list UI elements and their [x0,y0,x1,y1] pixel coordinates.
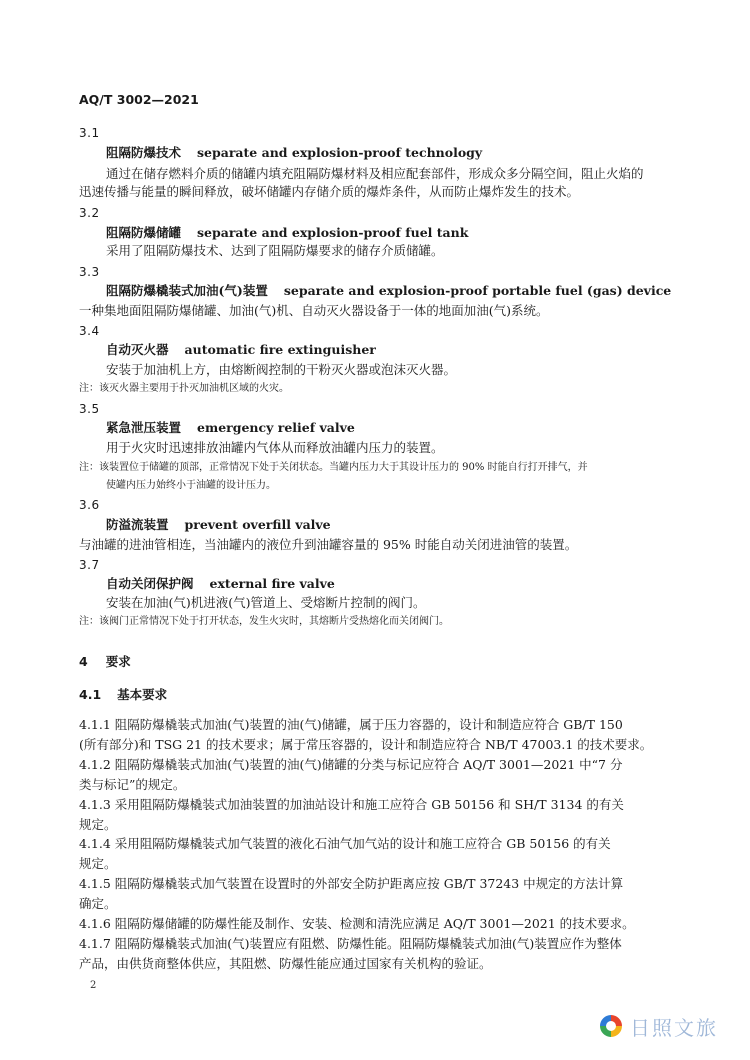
definition-term [106,517,331,533]
term-english: emergency relief valve [197,420,355,435]
watermark-logo [598,1006,738,1046]
definition-number: 3.1 [79,126,100,140]
term-chinese: 阻隔防爆储罐 [106,225,182,240]
clause-line: 4.1.5 阻隔防爆橇装式加气装置在设置时的外部安全防护距离应按 GB/T 37243 中规定的方法计算 [79,876,624,891]
logo-swirl-icon [598,1013,624,1039]
logo-text: 日照文旅 [630,1015,718,1040]
definition-number: 3.4 [79,324,100,338]
definition-note: 使罐内压力始终小于油罐的设计压力。 [106,480,276,491]
subsection-title: 基本要求 [117,687,168,702]
term-chinese: 自动关闭保护阀 [106,576,194,591]
definition-term [106,225,468,241]
definition-body-line: 一种集地面阻隔防爆储罐、加油(气)机、自动灭火器设备于一体的地面加油(气)系统。 [79,303,549,318]
page-number: 2 [90,980,97,991]
definition-body-line: 通过在储存燃料介质的储罐内填充阻隔防爆材料及相应配套部件，形成众多分隔空间，阻止火焰的 [106,166,644,181]
definition-term [106,283,671,299]
subsection-heading [79,687,167,703]
subsection-number: 4.1 [79,687,102,702]
section-number: 4 [79,654,88,669]
term-chinese: 自动灭火器 [106,342,169,357]
term-english: prevent overfill valve [184,517,331,532]
definition-note: 注：该阀门正常情况下处于打开状态，发生火灾时，其熔断片受热熔化而关闭阀门。 [79,616,449,627]
definition-note: 注：该装置位于储罐的顶部，正常情况下处于关闭状态。当罐内压力大于其设计压力的 90% 时能自行打开排气，并 [79,462,588,473]
clause-line: 4.1.7 阻隔防爆橇装式加油(气)装置应有阻燃、防爆性能。阻隔防爆橇装式加油(气)装置应作为整体 [79,936,622,951]
term-english: separate and explosion-proof technology [197,145,483,160]
clause-line: 规定。 [79,856,117,871]
term-english: separate and explosion-proof fuel tank [197,225,469,240]
clause-line: 4.1.2 阻隔防爆橇装式加油(气)装置的油(气)储罐的分类与标记应符合 AQ/T 3001—2021 中“7 分 [79,757,623,772]
definition-body-line: 安装在加油(气)机进液(气)管道上、受熔断片控制的阀门。 [106,595,426,610]
term-english: automatic fire extinguisher [184,342,376,357]
definition-number: 3.2 [79,206,100,220]
definition-body-line: 与油罐的进油管相连，当油罐内的液位升到油罐容量的 95% 时能自动关闭进油管的装置。 [79,537,578,552]
definition-body-line: 采用了阻隔防爆技术、达到了阻隔防爆要求的储存介质储罐。 [106,243,444,258]
definition-number: 3.7 [79,558,100,572]
clause-line: 产品，由供货商整体供应，其阻燃、防爆性能应通过国家有关机构的验证。 [79,956,492,971]
definition-term [106,576,335,592]
clause-line: 4.1.3 采用阻隔防爆橇装式加油装置的加油站设计和施工应符合 GB 50156 和 SH/T 3134 的有关 [79,797,624,812]
term-english: separate and explosion-proof portable fuel (gas) device [283,283,672,298]
definition-note: 注：该灭火器主要用于扑灭加油机区域的火灾。 [79,383,289,394]
clause-line: 4.1.1 阻隔防爆橇装式加油(气)装置的油(气)储罐，属于压力容器的，设计和制造应符合 GB/T 150 [79,717,623,732]
definition-body-line: 用于火灾时迅速排放油罐内气体从而释放油罐内压力的装置。 [106,440,444,455]
definition-body-line: 安装于加油机上方，由熔断阀控制的干粉灭火器或泡沫灭火器。 [106,362,457,377]
term-chinese: 紧急泄压装置 [106,420,182,435]
section-title: 要求 [105,654,131,669]
clause-line: (所有部分)和 TSG 21 的技术要求；属于常压容器的，设计和制造应符合 NB/T 47003.1 的技术要求。 [79,737,653,752]
term-english: external fire valve [209,576,335,591]
term-chinese: 阻隔防爆技术 [106,145,182,160]
definition-term [106,420,355,436]
definition-term [106,145,482,161]
definition-number: 3.5 [79,402,100,416]
term-chinese: 防溢流装置 [106,517,169,532]
section-heading [79,654,131,670]
clause-line: 4.1.4 采用阻隔防爆橇装式加气装置的液化石油气加气站的设计和施工应符合 GB 50156 的有关 [79,836,611,851]
standard-code: AQ/T 3002—2021 [79,92,199,107]
clause-line: 类与标记”的规定。 [79,777,186,792]
clause-line: 确定。 [79,896,117,911]
definition-term [106,342,376,358]
clause-line: 4.1.6 阻隔防爆储罐的防爆性能及制作、安装、检测和清洗应满足 AQ/T 3001—2021 的技术要求。 [79,916,635,931]
term-chinese: 阻隔防爆橇装式加油(气)装置 [106,283,268,298]
definition-number: 3.6 [79,498,100,512]
clause-line: 规定。 [79,817,117,832]
definition-body-line: 迅速传播与能量的瞬间释放，破坏储罐内存储介质的爆炸条件，从而防止爆炸发生的技术。 [79,184,580,199]
definition-number: 3.3 [79,265,100,279]
